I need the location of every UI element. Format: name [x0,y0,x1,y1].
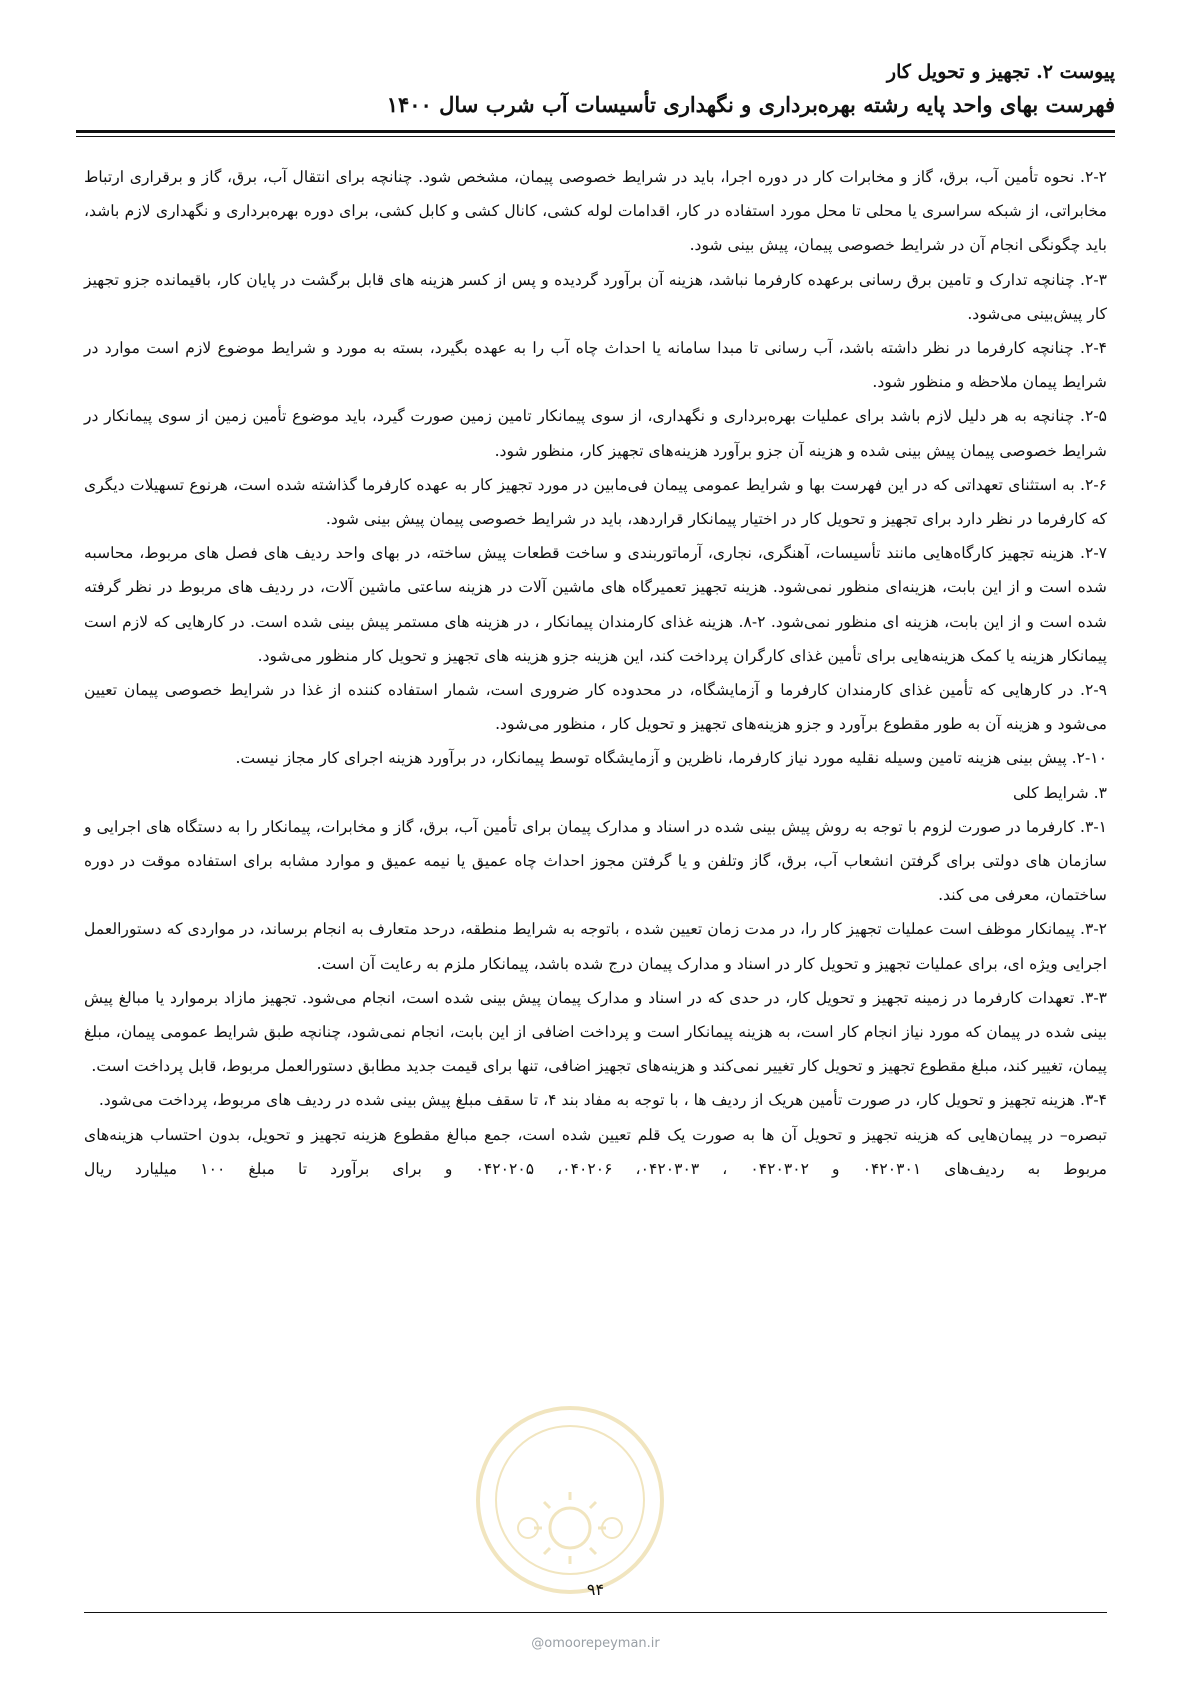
clause-3-4: ۳-۴. هزینه تجهیز و تحویل کار، در صورت تأمین هریک از ردیف ها ، با توجه به مفاد بند ۴، تا سقف مبلغ پیش بینی شده در ردیف های مربوط، پرداخت می‌شود. [98,1091,1107,1110]
document-body [84,160,1107,1186]
website-footer: @omoorepeyman.ir [531,1636,660,1651]
watermark-seal-icon [470,1400,670,1600]
clause-2-7: ۲-۷. هزینه تجهیز کارگاه‌هایی مانند تأسیسات، آهنگری، نجاری، آرماتوربندی و ساخت قطعات پیش ساخته، در بهای واحد ردیف های فصل های مربوط، محاسبه شده است و از این بابت، هزینه‌ای منظور نمی‌شود. هزینه تجهیز تعمیرگاه های ماشین آلات در هزینه ساعتی ماشین آلات، در ردیف های مربوط در نظر گرفته شده است و از این بابت، هزینه ای منظور نمی‌شود. ۲-۸. هزینه غذای کارمندان پیمانکار ، در هزینه های مستمر پیش بینی شده است. در کارهایی که لازم است پیمانکار هزینه یا کمک هزینه‌هایی برای تأمین غذای کارگران پرداخت کند، این هزینه جزو هزینه های تجهیز و تحویل کار منظور می‌شود. [84,544,1108,665]
clause-2-6: ۲-۶. به استثنای تعهداتی که در این فهرست بها و شرایط عمومی پیمان فی‌مابین در مورد تجهیز کار به عهده کارفرما گذاشته شده است، هرنوع تسهیلات دیگری که کارفرما در نظر دارد برای تجهیز و تحویل کار در اختیار پیمانکار قراردهد، باید در شرایط خصوصی پیمان پیش بینی شود. [84,475,1107,529]
section-heading-general-terms: ۳. شرایط کلی [1013,783,1107,802]
clause-2-4: ۲-۴. چنانچه کارفرما در نظر داشته باشد، آب رسانی تا مبدا سامانه یا احداث چاه آب را به عهده بگیرد، بسته به مورد و شرایط موضوع لازم است موارد در شرایط پیمان ملاحظه و منظور شود. [84,339,1107,392]
clause-2-3: ۲-۳. چنانچه تدارک و تامین برق رسانی برعهده کارفرما نباشد، هزینه آن برآورد گردیده و پس از کسر هزینه های قابل برگشت در پایان کار، باقیمانده جزو تجهیز کار پیش‌بینی می‌شود. [84,270,1107,323]
page-number: ۹۴ [586,1580,605,1599]
note-paragraph: تبصره– در پیمان‌هایی که هزینه تجهیز و تحویل آن ها به صورت یک قلم تعیین شده است، جمع مبالغ مقطوع هزینه تجهیز و تحویل، بدون احتساب هزینه‌های مربوط به ردیف‌های ۰۴۲۰۳۰۱ و ۰۴۲۰۳۰۲ ، ۰۴۲۰۳۰۳، ۰۴۰۲۰۶، ۰۴۲۰۲۰۵ و برای برآورد تا مبلغ ۱۰۰ میلیارد ریال [84,1125,1107,1178]
page-header [76,56,1115,122]
document-title: فهرست بهای واحد پایه رشته بهره‌برداری و نگهداری تأسیسات آب شرب سال ۱۴۰۰ [386,92,1115,117]
appendix-title: پیوست ۲. تجهیز و تحویل کار [886,61,1115,83]
clause-2-2: ۲-۲. نحوه تأمین آب، برق، گاز و مخابرات کار در دوره اجرا، باید در شرایط خصوصی پیمان، مشخص شود. چنانچه برای انتقال آب، برق، گاز و برقراری ارتباط مخابراتی، از شبکه سراسری یا محلی تا محل مورد استفاده در کار، اقدامات لوله کشی، کانال کشی و کابل کشی، برای دوره بهره‌برداری و نگهداری لازم باشد، باید چگونگی انجام آن در شرایط خصوصی پیمان، پیش بینی شود. [84,168,1107,255]
clause-2-10: ۲-۱۰. پیش بینی هزینه تامین وسیله نقلیه مورد نیاز کارفرما، ناظرین و آزمایشگاه توسط پیمانکار، در برآورد هزینه اجرای کار مجاز نیست. [235,749,1107,768]
header-rule-thick [76,130,1115,133]
clause-2-9: ۲-۹. در کارهایی که تأمین غذای کارمندان کارفرما و آزمایشگاه، در محدوده کار ضروری است، شمار استفاده کننده از غذا در شرایط خصوصی پیمان تعیین می‌شود و هزینه آن به طور مقطوع برآورد و جزو هزینه‌های تجهیز و تحویل کار ، منظور می‌شود. [84,681,1108,734]
clause-3-1: ۳-۱. کارفرما در صورت لزوم با توجه به روش پیش بینی شده در اسناد و مدارک پیمان برای تأمین آب، برق، گاز و مخابرات، پیمانکار را به دستگاه های اجرایی و سازمان های دولتی برای گرفتن انشعاب آب، برق، گاز وتلفن و یا گرفتن مجوز احداث چاه عمیق یا نیمه عمیق و موارد مشابه برای استفاده موقت در دوره ساختمان، معرفی می کند. [84,817,1107,905]
clause-3-2: ۳-۲. پیمانکار موظف است عملیات تجهیز کار را، در مدت زمان تعیین شده ، باتوجه به شرایط منطقه، درحد متعارف به انجام برساند، در مواردی که دستورالعمل اجرایی ویژه ای، برای عملیات تجهیز و تحویل کار در اسناد و مدارک پیمان درج شده باشد، پیمانکار ملزم به رعایت آن است. [84,920,1107,973]
footer-rule [84,1612,1107,1613]
header-rule-thin [76,136,1115,137]
clause-2-5: ۲-۵. چنانچه به هر دلیل لازم باشد برای عملیات بهره‌برداری و نگهداری، از سوی پیمانکار تامین زمین صورت گیرد، باید موضوع تأمین زمین از سوی پیمانکار در شرایط خصوصی پیمان پیش بینی شده و هزینه آن جزو برآورد هزینه‌های تجهیز کار، منظور شود. [84,407,1107,460]
clause-3-3: ۳-۳. تعهدات کارفرما در زمینه تجهیز و تحویل کار، در حدی که در اسناد و مدارک پیمان پیش بینی شده است، انجام می‌شود. تجهیز مازاد برموارد یا مبالغ پیش بینی شده در پیمان که مورد نیاز انجام کار است، به هزینه پیمانکار است و پرداخت اضافی از این بابت، انجام نمی‌شود، چنانچه طبق شرایط عمومی پیمان، مبلغ پیمان، تغییر کند، مبلغ مقطوع تجهیز و تحویل کار تغییر نمی‌کند و هزینه‌های تجهیز اضافی، تنها برای قیمت جدید مطابق دستورالعمل مربوط، قابل پرداخت است. [84,988,1107,1076]
seal-gear-icon [534,1492,606,1564]
